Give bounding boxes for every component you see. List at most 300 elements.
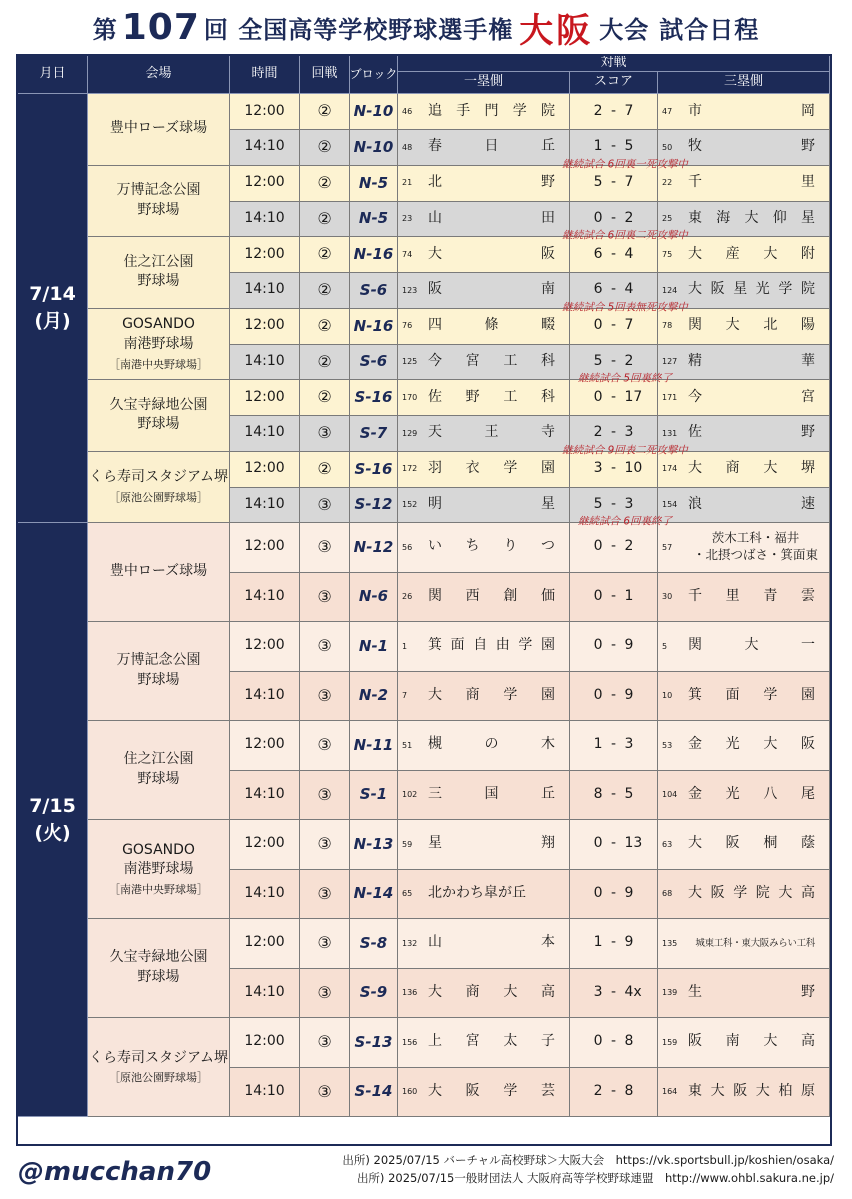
team-name-char: 北: [763, 317, 778, 334]
team-name-char: 東: [688, 1082, 702, 1099]
score-third-base: 17: [624, 388, 643, 405]
team-seed: 129: [402, 428, 418, 438]
game-time: 12:00: [230, 309, 300, 345]
game-round: ③: [300, 573, 350, 623]
team-name-char: 牧: [688, 138, 702, 155]
game-time: 14:10: [230, 273, 300, 309]
team-first-base: [398, 380, 570, 416]
team-third-base: [658, 721, 830, 771]
venue-name: 南港野球場: [123, 861, 194, 878]
score-dash: -: [610, 317, 617, 334]
team-name-char: 里: [801, 174, 815, 191]
score-third-base: 13: [624, 835, 643, 852]
venue-subname: ［原池公園野球場］: [109, 1071, 208, 1085]
team-name-char: 高: [540, 983, 555, 1000]
game-time: 14:10: [230, 130, 300, 166]
team-name: [428, 933, 569, 953]
title-prefecture: 大阪: [519, 10, 594, 51]
team-name: [428, 316, 569, 336]
score-dash: -: [610, 835, 617, 852]
team-name-char: 市: [688, 102, 702, 119]
team-name: [688, 245, 829, 265]
game-time: 14:10: [230, 672, 300, 722]
team-name-char: 精: [688, 352, 702, 369]
team-name: 城東工科・東大阪みらい工科: [695, 937, 815, 949]
score-third-base: 10: [624, 460, 643, 477]
page-title: [0, 0, 852, 54]
team-seed: 1: [402, 641, 408, 651]
team-name-char: 千: [688, 587, 702, 604]
team-name: [688, 735, 829, 755]
team-name-char: 速: [801, 495, 815, 512]
game-score: [570, 870, 658, 920]
game-block: S-13: [350, 1018, 398, 1068]
team-name-char: 工: [503, 388, 518, 405]
team-name-char: 学: [512, 102, 527, 119]
team-name: [428, 388, 569, 408]
team-name-char: 衣: [465, 460, 480, 477]
team-name: [688, 173, 829, 193]
team-name-char: 日: [484, 138, 499, 155]
team-name: [688, 352, 829, 372]
team-name: [428, 537, 569, 557]
team-name: [688, 587, 829, 607]
score-third-base: 5: [624, 785, 634, 802]
team-name-char: 阪: [710, 884, 725, 901]
score-first-base: 5: [593, 352, 603, 369]
team-seed: 68: [662, 889, 673, 899]
venue-name: くら寿司スタジアム堺: [88, 469, 229, 486]
game-score: [570, 345, 658, 381]
venue-cell: [88, 1018, 230, 1117]
team-name-char: 学: [503, 686, 518, 703]
team-name-char: 山: [428, 209, 442, 226]
game-round: ③: [300, 721, 350, 771]
team-seed: 76: [402, 321, 413, 331]
team-name: [428, 735, 569, 755]
game-score: [570, 919, 658, 969]
team-third-base: [658, 672, 830, 722]
score-first-base: 3: [593, 460, 603, 477]
game-block: S-16: [350, 380, 398, 416]
team-first-base: [398, 452, 570, 488]
team-third-base: [658, 573, 830, 623]
team-seed: 164: [662, 1087, 678, 1097]
game-block: N-10: [350, 94, 398, 130]
score-third-base: 3: [624, 736, 634, 753]
team-name-char: 科: [540, 352, 555, 369]
score-third-base: 2: [624, 352, 634, 369]
team-name-char: 大: [688, 281, 702, 298]
team-name-char: 自: [473, 637, 488, 654]
score-third-base: 7: [624, 174, 634, 191]
venue-name: 南港野球場: [123, 336, 194, 353]
team-name-char: 南: [541, 281, 555, 298]
game-score: [570, 237, 658, 273]
header-score: スコア: [570, 72, 658, 94]
team-seed: 154: [662, 500, 678, 510]
team-name-char: 院: [800, 281, 815, 298]
team-first-base: [398, 416, 570, 452]
team-name-char: 上: [428, 1033, 442, 1050]
score-third-base: 7: [624, 317, 634, 334]
game-time: 14:10: [230, 202, 300, 238]
game-round: ②: [300, 380, 350, 416]
score-dash: -: [610, 138, 617, 155]
venue-name: 住之江公園: [123, 253, 194, 270]
team-seed: 10: [662, 691, 673, 701]
team-third-base: [658, 273, 830, 309]
team-seed: 75: [662, 249, 673, 259]
game-score: [570, 488, 658, 524]
team-name: [428, 1082, 569, 1102]
team-seed: 136: [402, 988, 418, 998]
team-third-base: [658, 416, 830, 452]
team-name: [688, 636, 829, 656]
team-name-char: 大: [428, 983, 442, 1000]
game-time: 12:00: [230, 622, 300, 672]
team-third-base: [658, 1018, 830, 1068]
team-name-char: 商: [725, 460, 740, 477]
team-name-char: 阪: [725, 835, 740, 852]
game-round: ③: [300, 488, 350, 524]
team-first-base: [398, 622, 570, 672]
team-seed: 125: [402, 357, 418, 367]
game-time: 12:00: [230, 721, 300, 771]
game-score: [570, 523, 658, 573]
score-first-base: 0: [593, 388, 603, 405]
suspended-game-note: 継続試合 6回裏二死攻撃中: [562, 229, 688, 242]
team-name: [428, 495, 569, 515]
score-third-base: 9: [624, 637, 634, 654]
team-first-base: [398, 345, 570, 381]
team-name-char: 大: [744, 209, 759, 226]
game-score: [570, 130, 658, 166]
venue-name: 野球場: [137, 416, 180, 433]
score-dash: -: [610, 587, 617, 604]
team-name-char: 光: [725, 736, 740, 753]
team-name: [428, 983, 569, 1003]
team-third-base: [658, 488, 830, 524]
game-block: N-10: [350, 130, 398, 166]
game-score: [570, 820, 658, 870]
venue-cell: [88, 820, 230, 919]
game-round: ③: [300, 416, 350, 452]
header-third-base: 三塁側: [658, 72, 830, 94]
game-block: S-6: [350, 345, 398, 381]
game-score: [570, 721, 658, 771]
score-third-base: 4: [624, 281, 634, 298]
team-seed: 26: [402, 592, 413, 602]
score-dash: -: [610, 637, 617, 654]
team-name-char: 門: [484, 102, 499, 119]
team-name-char: 天: [428, 424, 442, 441]
game-block: S-8: [350, 919, 398, 969]
venue-cell: [88, 721, 230, 820]
score-dash: -: [610, 209, 617, 226]
team-name-char: 宮: [465, 1033, 480, 1050]
team-name-char: 学: [518, 637, 533, 654]
team-name-char: 尾: [800, 785, 815, 802]
game-score: [570, 969, 658, 1019]
team-first-base: [398, 130, 570, 166]
game-block: N-16: [350, 237, 398, 273]
team-third-base: [658, 820, 830, 870]
header-block: ブロック: [350, 56, 398, 94]
team-name-char: 園: [540, 460, 555, 477]
venue-cell: [88, 94, 230, 166]
team-name-char: 大: [688, 460, 702, 477]
score-dash: -: [610, 1033, 617, 1050]
score-first-base: 0: [593, 317, 603, 334]
team-seed: 123: [402, 285, 418, 295]
score-third-base: 7: [624, 102, 634, 119]
team-name: 北かわち皐が丘: [428, 884, 526, 901]
team-name-char: 大: [503, 983, 518, 1000]
team-name-char: 附: [800, 245, 815, 262]
team-name-char: 海: [716, 209, 731, 226]
venue-cell: [88, 309, 230, 381]
team-name: [688, 423, 829, 443]
team-name-char: 商: [465, 983, 480, 1000]
team-seed: 78: [662, 321, 673, 331]
team-name-char: 野: [801, 424, 815, 441]
team-name-char: 羽: [428, 460, 442, 477]
team-name-char: 翔: [541, 835, 555, 852]
team-name-char: 太: [503, 1033, 518, 1050]
score-first-base: 0: [593, 1033, 603, 1050]
team-name-char: 丘: [541, 785, 555, 802]
venue-name: GOSANDO: [122, 316, 195, 333]
weekday-label: (火): [34, 821, 71, 844]
team-name: [688, 316, 829, 336]
team-name-char: 面: [725, 686, 740, 703]
team-name: [428, 280, 569, 300]
game-time: 14:10: [230, 488, 300, 524]
game-round: ②: [300, 345, 350, 381]
team-name-char: 山: [428, 934, 442, 951]
score-dash: -: [610, 686, 617, 703]
team-name-char: 阪: [428, 281, 442, 298]
team-third-base: [658, 622, 830, 672]
game-round: ③: [300, 672, 350, 722]
game-time: 14:10: [230, 870, 300, 920]
game-round: ③: [300, 870, 350, 920]
team-name-char: 桐: [763, 835, 778, 852]
score-third-base: 9: [624, 686, 634, 703]
author-handle: @mucchan70: [18, 1157, 212, 1187]
score-first-base: 8: [593, 785, 603, 802]
game-time: 14:10: [230, 416, 300, 452]
team-name-char: 佐: [688, 424, 702, 441]
team-first-base: [398, 523, 570, 573]
team-name: [428, 423, 569, 443]
game-block: S-6: [350, 273, 398, 309]
team-name-line: ・北摂つばさ・箕面東: [692, 547, 818, 563]
team-name-char: 寺: [541, 424, 555, 441]
venue-cell: [88, 622, 230, 721]
team-name: [428, 102, 569, 122]
team-name-char: 光: [725, 785, 740, 802]
team-name-char: 阪: [710, 281, 725, 298]
team-name-char: 関: [688, 317, 702, 334]
score-dash: -: [610, 785, 617, 802]
team-seed: 139: [662, 988, 678, 998]
team-name: [688, 686, 829, 706]
team-first-base: [398, 488, 570, 524]
team-name-char: 千: [688, 174, 702, 191]
game-block: N-16: [350, 309, 398, 345]
header-round: 回戦: [300, 56, 350, 94]
suspended-game-note: 継続試合 6回裏終了: [577, 515, 673, 528]
team-name-char: 春: [428, 138, 442, 155]
score-third-base: 5: [624, 138, 634, 155]
score-first-base: 3: [593, 983, 603, 1000]
team-name-char: 学: [503, 1082, 518, 1099]
game-round: ②: [300, 130, 350, 166]
score-first-base: 6: [593, 281, 603, 298]
venue-name: GOSANDO: [122, 841, 195, 858]
team-name: [688, 388, 829, 408]
team-name-char: 大: [688, 245, 702, 262]
team-third-base: [658, 309, 830, 345]
team-name-char: 一: [801, 637, 815, 654]
title-number: 107: [121, 6, 200, 48]
score-first-base: 2: [593, 1082, 603, 1099]
team-name-char: 青: [763, 587, 778, 604]
score-first-base: 1: [593, 934, 603, 951]
game-score: [570, 622, 658, 672]
team-name-char: 星: [541, 495, 555, 512]
team-name-char: 金: [688, 736, 702, 753]
game-time: 14:10: [230, 345, 300, 381]
team-name-char: 子: [540, 1033, 555, 1050]
score-third-base: 3: [624, 424, 634, 441]
suspended-game-note: 継続試合 5回表無死攻撃中: [562, 301, 688, 313]
team-name-char: い: [428, 538, 442, 555]
team-seed: 30: [662, 592, 673, 602]
team-name: [688, 785, 829, 805]
game-block: N-5: [350, 166, 398, 202]
venue-name: 野球場: [137, 201, 180, 218]
team-name-char: 雲: [800, 587, 815, 604]
team-first-base: [398, 237, 570, 273]
team-name-char: 宮: [465, 352, 480, 369]
team-seed: 172: [402, 464, 418, 474]
team-name-char: 三: [428, 785, 442, 802]
game-round: ③: [300, 622, 350, 672]
team-name-char: 芸: [540, 1082, 555, 1099]
team-seed: 21: [402, 178, 413, 188]
team-name-char: 高: [800, 884, 815, 901]
score-first-base: 2: [593, 424, 603, 441]
game-round: ③: [300, 1018, 350, 1068]
game-block: N-6: [350, 573, 398, 623]
team-seed: 47: [662, 106, 673, 116]
team-name-char: 関: [428, 587, 442, 604]
team-first-base: [398, 202, 570, 238]
score-first-base: 2: [593, 102, 603, 119]
team-name: [428, 209, 569, 229]
team-name-char: 大: [755, 1082, 770, 1099]
team-seed: 57: [662, 542, 673, 552]
game-time: 14:10: [230, 771, 300, 821]
venue-name: 豊中ローズ球場: [109, 120, 208, 137]
team-name-char: 星: [733, 281, 748, 298]
team-seed: 159: [662, 1037, 678, 1047]
team-seed: 7: [402, 691, 408, 701]
score-first-base: 5: [593, 495, 603, 512]
team-seed: 59: [402, 839, 413, 849]
team-seed: 135: [662, 938, 678, 948]
score-first-base: 0: [593, 587, 603, 604]
game-time: 12:00: [230, 1018, 300, 1068]
team-name-char: 阪: [465, 1082, 480, 1099]
source-line: 出所) 2025/07/15一般財団法人 大阪府高等学校野球連盟 http://www.ohbl.sakura.ne.jp/: [356, 1171, 834, 1186]
sources: [342, 1151, 834, 1188]
score-third-base: 1: [624, 587, 634, 604]
team-name-char: 蔭: [800, 835, 815, 852]
team-name-char: 佐: [428, 388, 442, 405]
team-first-base: [398, 870, 570, 920]
team-name-char: 国: [484, 785, 499, 802]
team-seed: 22: [662, 178, 673, 188]
team-name-char: 大: [725, 317, 740, 334]
venue-name: 久宝寺緑地公園: [109, 396, 208, 413]
score-third-base: 4: [624, 245, 634, 262]
team-seed: 102: [402, 790, 418, 800]
team-first-base: [398, 721, 570, 771]
suspended-game-note: 継続試合 5回裏終了: [577, 372, 673, 385]
venue-name: 野球場: [137, 273, 180, 290]
venue-name: 野球場: [137, 771, 180, 787]
team-name: [688, 1032, 829, 1052]
team-name: [688, 137, 829, 157]
game-time: 12:00: [230, 523, 300, 573]
venue-cell: [88, 452, 230, 524]
team-name-char: 工: [503, 352, 518, 369]
team-name-char: 四: [428, 317, 442, 334]
game-round: ②: [300, 237, 350, 273]
team-seed: 46: [402, 106, 413, 116]
score-dash: -: [610, 1082, 617, 1099]
game-round: ③: [300, 969, 350, 1019]
date-label: 7/15: [29, 794, 76, 817]
team-seed: 171: [662, 392, 678, 402]
source-line: 出所) 2025/07/15 バーチャル高校野球＞大阪大会 https://vk.sportsbull.jp/koshien/osaka/: [342, 1153, 834, 1167]
team-name: [428, 137, 569, 157]
team-name-char: 生: [688, 983, 702, 1000]
date-cell: [18, 94, 88, 523]
team-seed: 65: [402, 889, 413, 899]
team-first-base: [398, 919, 570, 969]
game-score: [570, 202, 658, 238]
game-block: N-2: [350, 672, 398, 722]
game-round: ②: [300, 166, 350, 202]
team-name-char: 浪: [688, 495, 702, 512]
venue-cell: [88, 380, 230, 452]
game-score: [570, 452, 658, 488]
score-dash: -: [610, 102, 617, 119]
game-time: 14:10: [230, 969, 300, 1019]
game-round: ②: [300, 309, 350, 345]
team-seed: 152: [402, 500, 418, 510]
team-first-base: [398, 820, 570, 870]
team-name: [428, 834, 569, 854]
team-name: [688, 459, 829, 479]
team-name: [428, 785, 569, 805]
team-third-base: [658, 380, 830, 416]
